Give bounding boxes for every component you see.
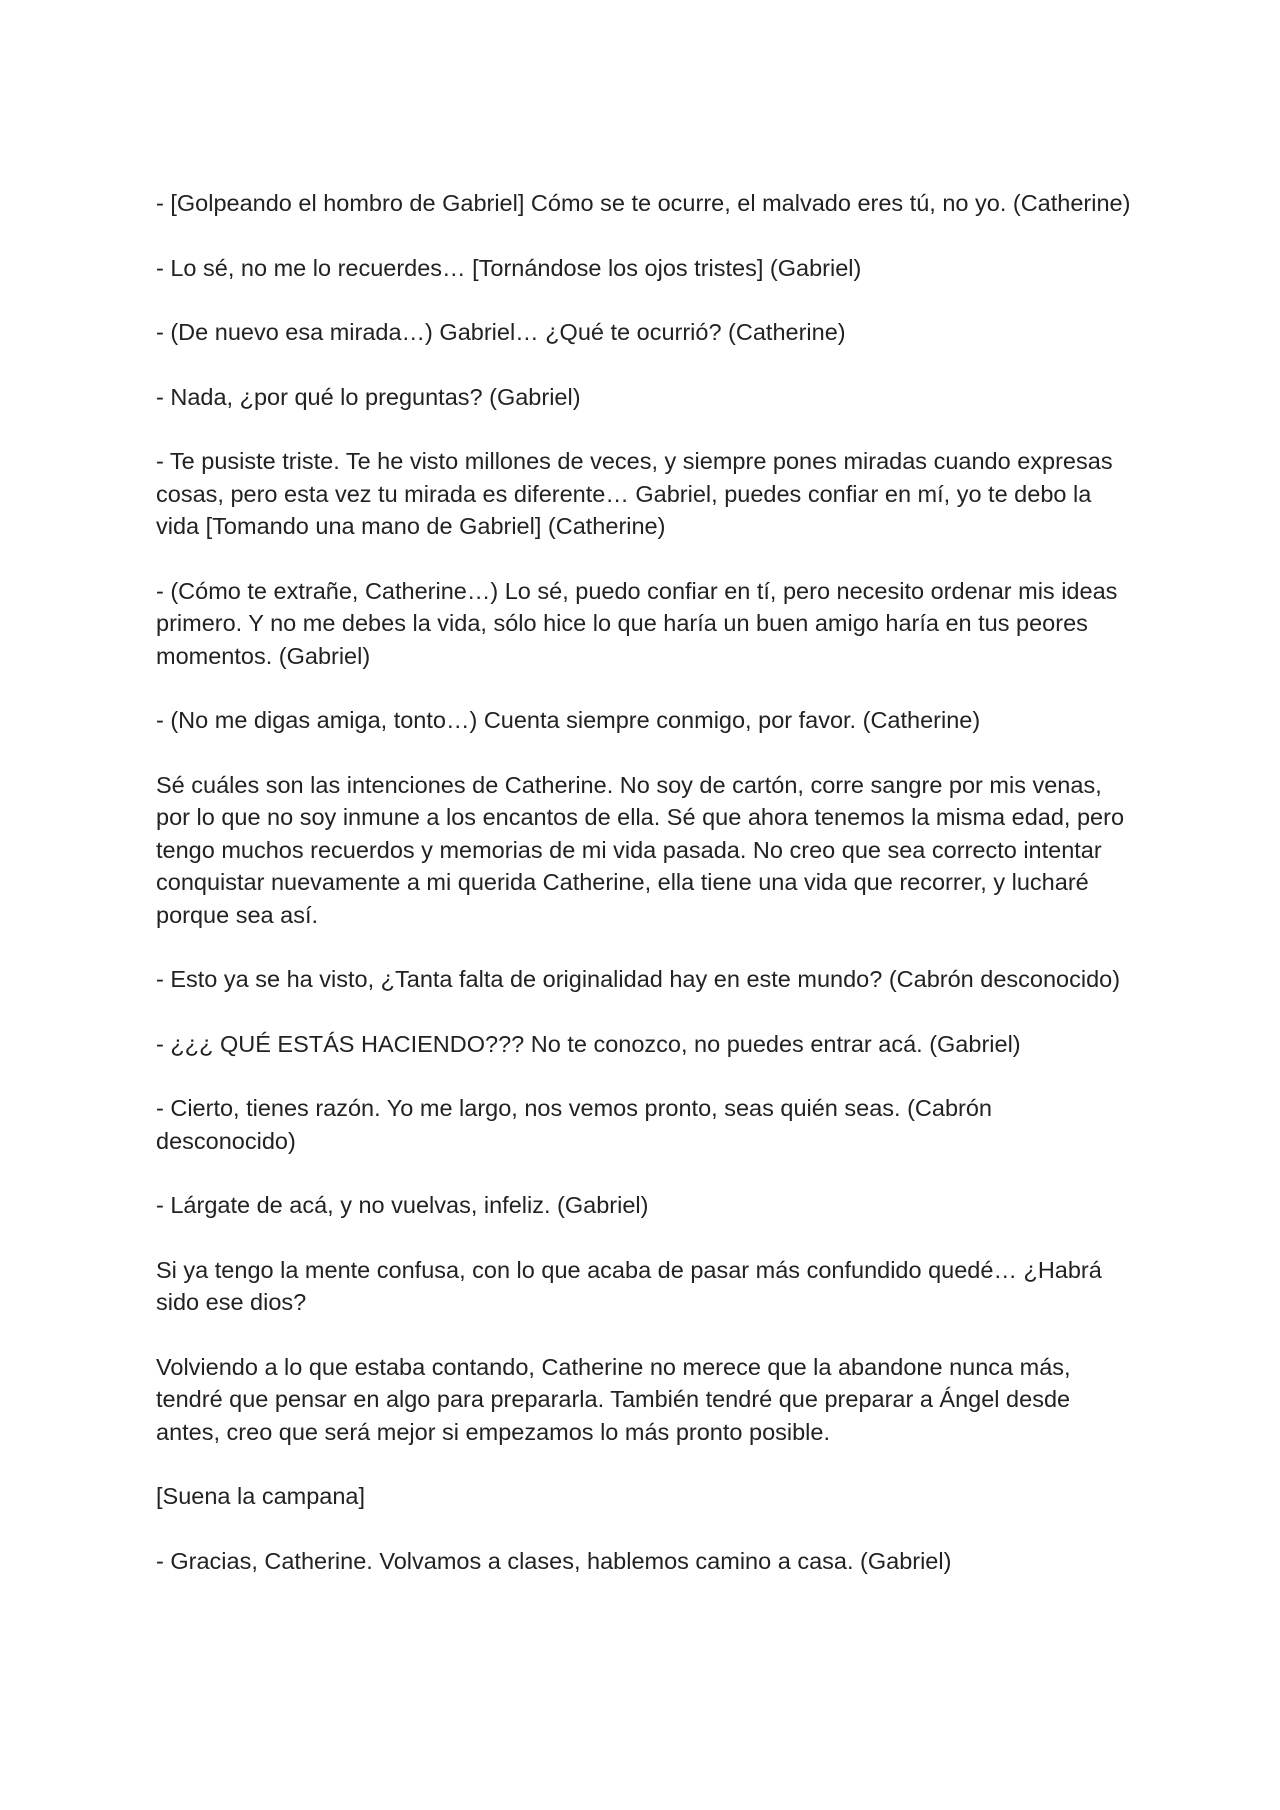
paragraph-10: - ¿¿¿ QUÉ ESTÁS HACIENDO??? No te conozco, no puedes entrar acá. (Gabriel) [156, 1030, 1021, 1057]
paragraph-4: - Nada, ¿por qué lo preguntas? (Gabriel) [156, 383, 581, 410]
paragraph-16: - Gracias, Catherine. Volvamos a clases, hablemos camino a casa. (Gabriel) [156, 1547, 952, 1574]
paragraph-13: Si ya tengo la mente confusa, con lo que acaba de pasar más confundido quedé… ¿Habrá sido ese dios? [156, 1256, 1102, 1315]
paragraph-8: Sé cuáles son las intenciones de Catherine. No soy de cartón, corre sangre por mis venas, por lo que no soy inmune a los encantos de ella. Sé que ahora tenemos la misma edad, pero tengo muchos recuerdos y memorias de mi vida pasada. No creo que sea correcto intentar conquistar nuevamente a mi querida Catherine, ella tiene una vida que recorrer, y lucharé porque sea así. [156, 771, 1125, 928]
paragraph-11: - Cierto, tienes razón. Yo me largo, nos vemos pronto, seas quién seas. (Cabrón desconocido) [156, 1095, 993, 1154]
paragraph-7: - (No me digas amiga, tonto…) Cuenta siempre conmigo, por favor. (Catherine) [156, 707, 981, 733]
paragraph-1: - [Golpeando el hombro de Gabriel] Cómo se te ocurre, el malvado eres tú, no yo. (Catherine) [156, 190, 1131, 216]
paragraph-5: - Te pusiste triste. Te he visto millones de veces, y siempre pones miradas cuando expresas cosas, pero esta vez tu mirada es diferente… Gabriel, puedes confiar en mí, yo te debo la vida [Tomando una mano de Gabriel] (Catherine) [156, 448, 1113, 539]
paragraph-12: - Lárgate de acá, y no vuelvas, infeliz. (Gabriel) [156, 1192, 649, 1218]
paragraph-9: - Esto ya se ha visto, ¿Tanta falta de originalidad hay en este mundo? (Cabrón desconocido) [156, 966, 1121, 992]
paragraph-14: Volviendo a lo que estaba contando, Catherine no merece que la abandone nunca más, tendré que pensar en algo para prepararla. También tendré que preparar a Ángel desde antes, creo que será mejor si empezamos lo más pronto posible. [156, 1353, 1071, 1445]
paragraph-3: - (De nuevo esa mirada…) Gabriel… ¿Qué te ocurrió? (Catherine) [156, 319, 846, 345]
document-body [156, 187, 1136, 1577]
paragraph-2: - Lo sé, no me lo recuerdes… [Tornándose los ojos tristes] (Gabriel) [156, 254, 862, 281]
paragraph-6: - (Cómo te extrañe, Catherine…) Lo sé, puedo confiar en tí, pero necesito ordenar mis ideas primero. Y no me debes la vida, sólo hice lo que haría un buen amigo haría en tus peores momentos. (Gabriel) [156, 577, 1118, 669]
paragraph-15: [Suena la campana] [156, 1483, 366, 1509]
